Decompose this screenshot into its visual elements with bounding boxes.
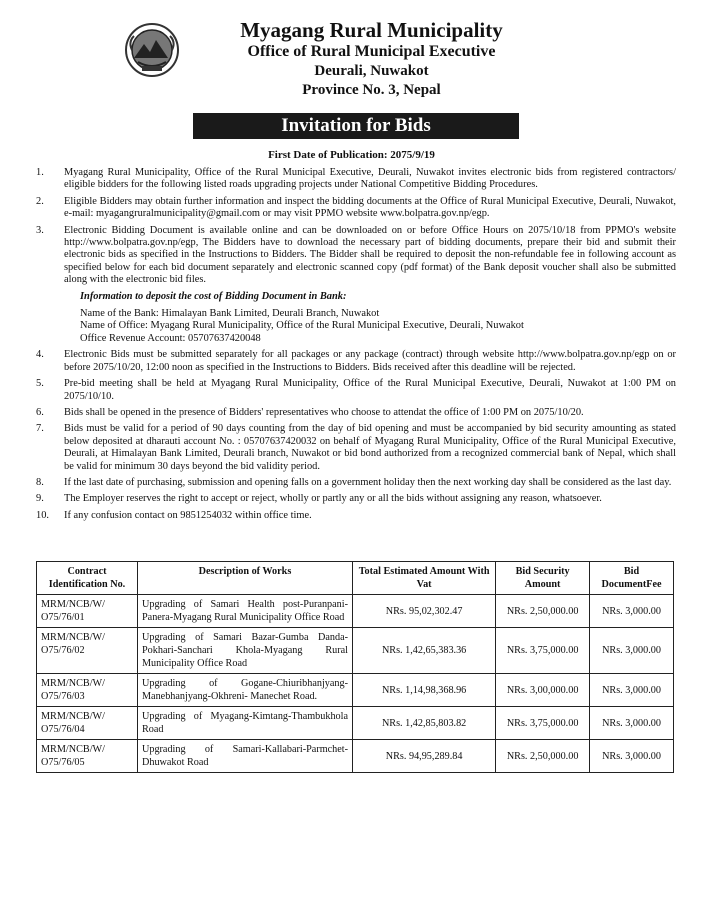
notice-body bbox=[36, 167, 676, 526]
estimated-amount: NRs. 1,14,98,368.96 bbox=[353, 674, 496, 707]
estimated-amount: NRs. 95,02,302.47 bbox=[353, 595, 496, 628]
item-text: Electronic Bids must be submitted separately for all packages or any package (contract) through website http://www.bolpatra.gov.np/egp on or before 2075/10/20, 12:00 noon as specified in the Instructions to Bidders. Bids received after this deadline will be rejected. bbox=[64, 349, 676, 373]
estimated-amount: NRs. 94,95,289.84 bbox=[353, 740, 496, 773]
item-number: 9. bbox=[36, 493, 44, 505]
item-number: 4. bbox=[36, 349, 44, 361]
item-text: Eligible Bidders may obtain further information and inspect the bidding documents at the Office of Rural Municipal Executive, Deurali, Nuwakot, e-mail: myagangruralmunicipality@gmail.com or may visit PPMO website www.bolpatra.gov.np/egp. bbox=[64, 195, 676, 220]
bid-security: NRs. 2,50,000.00 bbox=[496, 595, 590, 628]
document-fee: NRs. 3,000.00 bbox=[590, 707, 674, 740]
document-fee: NRs. 3,000.00 bbox=[590, 628, 674, 674]
bid-security: NRs. 3,75,000.00 bbox=[496, 628, 590, 674]
table-row bbox=[37, 740, 674, 773]
deposit-info-title: Information to deposit the cost of Bidding Document in Bank: bbox=[80, 290, 347, 302]
work-description: Upgrading of Samari Bazar-Gumba Danda-Pokhari-Sanchari Khola-Myagang Rural Municipality Office Road bbox=[138, 628, 353, 674]
column-header: Description of Works bbox=[138, 562, 353, 595]
contract-id: MRM/NCB/W/ O75/76/03 bbox=[37, 674, 138, 707]
contract-id: MRM/NCB/W/ O75/76/05 bbox=[37, 740, 138, 773]
table-row bbox=[37, 707, 674, 740]
item-text: Bids must be valid for a period of 90 days counting from the day of bid opening and must be accompanied by bid security amounting as stated below deposited at dharauti account No. : 05707637420032 on behalf of Myagang Rural Municipality, Office of the Rural Municipal Executive, Deurali, at Himalayan Bank Limited, Deurali branch, Nuwakot or bid bond authorized from a recognized commercial bank of Nepal, which shall be valid for minimum 30 days beyond the bid validity period. bbox=[64, 423, 676, 472]
contract-id: MRM/NCB/W/ O75/76/04 bbox=[37, 707, 138, 740]
item-number: 2. bbox=[36, 195, 44, 207]
table-row bbox=[37, 628, 674, 674]
item-text: If the last date of purchasing, submission and opening falls on a government holiday then the next working day shall be considered as the last day. bbox=[64, 476, 672, 488]
org-name: Myagang Rural Municipality bbox=[240, 18, 503, 42]
item-text: If any confusion contact on 9851254032 within office time. bbox=[64, 509, 312, 521]
contracts-table bbox=[36, 561, 674, 773]
bid-security: NRs. 2,50,000.00 bbox=[496, 740, 590, 773]
list-item bbox=[36, 378, 676, 403]
list-item bbox=[36, 349, 676, 374]
item-text: Pre-bid meeting shall be held at Myagang Rural Municipality, Office of the Rural Municipal Executive, Deurali, Nuwakot at 1:00 PM on 2075/10/10. bbox=[64, 378, 676, 402]
column-header: Contract Identification No. bbox=[37, 562, 138, 595]
item-text: Myagang Rural Municipality, Office of the Rural Municipal Executive, Deurali, Nuwakot invites electronic bids from registered contractors/ eligible bidders for the following listed roads upgrading projects under National Competitive Bidding Procedures. bbox=[64, 167, 676, 191]
bank-name: Name of the Bank: Himalayan Bank Limited, Deurali Branch, Nuwakot bbox=[80, 308, 380, 320]
table-row bbox=[37, 674, 674, 707]
list-item bbox=[36, 196, 676, 221]
table-row bbox=[37, 595, 674, 628]
item-number: 5. bbox=[36, 378, 44, 390]
list-item bbox=[36, 225, 676, 287]
column-header: Bid DocumentFee bbox=[590, 562, 674, 595]
office-name: Office of Rural Municipal Executive bbox=[247, 43, 496, 60]
list-item bbox=[36, 493, 676, 505]
bid-security: NRs. 3,00,000.00 bbox=[496, 674, 590, 707]
work-description: Upgrading of Gogane-Chiuribhanjyang-Manebhanjyang-Okhreni- Manechet Road. bbox=[138, 674, 353, 707]
list-item bbox=[36, 510, 676, 522]
letterhead bbox=[0, 18, 703, 100]
item-number: 3. bbox=[36, 224, 44, 236]
revenue-account: Office Revenue Account: 05707637420048 bbox=[80, 332, 261, 344]
notice-title: Invitation for Bids bbox=[193, 113, 519, 139]
column-header: Total Estimated Amount With Vat bbox=[353, 562, 496, 595]
office-location: Deurali, Nuwakot bbox=[314, 63, 429, 79]
list-item bbox=[36, 423, 676, 473]
item-number: 6. bbox=[36, 406, 44, 418]
province: Province No. 3, Nepal bbox=[302, 82, 441, 98]
work-description: Upgrading of Samari Health post-Puranpani-Panera-Myagang Rural Municipality Office Road bbox=[138, 595, 353, 628]
item-text: Bids shall be opened in the presence of Bidders' representatives who choose to attendat the office of 1:00 PM on 2075/10/20. bbox=[64, 406, 584, 418]
item-number: 1. bbox=[36, 167, 44, 178]
publication-date: First Date of Publication: 2075/9/19 bbox=[268, 149, 435, 161]
document-fee: NRs. 3,000.00 bbox=[590, 674, 674, 707]
document-fee: NRs. 3,000.00 bbox=[590, 595, 674, 628]
office-name-line: Name of Office: Myagang Rural Municipality, Office of the Rural Municipal Executive, Deurali, Nuwakot bbox=[80, 320, 524, 332]
item-text: Electronic Bidding Document is available online and can be downloaded on or before Office Hours on 2075/10/18 from PPMO's website http://www.bolpatra.gov.np/egp, The Bidders have to download the necessary part of bidding documents, prepare their bid and submit their electronic bids as specified in the Instructions to Bidders. The Bidder shall be required to deposit the non-refundable fee in following account as specified below for each bid document separately and electronic scanned copy (pdf format) of the Bank deposit voucher shall also be submitted along with the electronic bid files. bbox=[64, 224, 676, 286]
bid-security: NRs. 3,75,000.00 bbox=[496, 707, 590, 740]
contract-id: MRM/NCB/W/ O75/76/01 bbox=[37, 595, 138, 628]
table-header-row bbox=[37, 562, 674, 595]
item-text: The Employer reserves the right to accept or reject, wholly or partly any or all the bids without assigning any reason, whatsoever. bbox=[64, 493, 602, 505]
list-item bbox=[36, 477, 676, 489]
contract-id: MRM/NCB/W/ O75/76/02 bbox=[37, 628, 138, 674]
list-item bbox=[36, 407, 676, 419]
document-fee: NRs. 3,000.00 bbox=[590, 740, 674, 773]
item-number: 10. bbox=[36, 509, 49, 521]
work-description: Upgrading of Samari-Kallabari-Parmchet-Dhuwakot Road bbox=[138, 740, 353, 773]
item-number: 8. bbox=[36, 476, 44, 488]
estimated-amount: NRs. 1,42,65,383.36 bbox=[353, 628, 496, 674]
estimated-amount: NRs. 1,42,85,803.82 bbox=[353, 707, 496, 740]
item-number: 7. bbox=[36, 423, 44, 435]
column-header: Bid Security Amount bbox=[496, 562, 590, 595]
deposit-info bbox=[64, 291, 676, 346]
work-description: Upgrading of Myagang-Kimtang-Thambukhola Road bbox=[138, 707, 353, 740]
list-item bbox=[36, 167, 676, 192]
